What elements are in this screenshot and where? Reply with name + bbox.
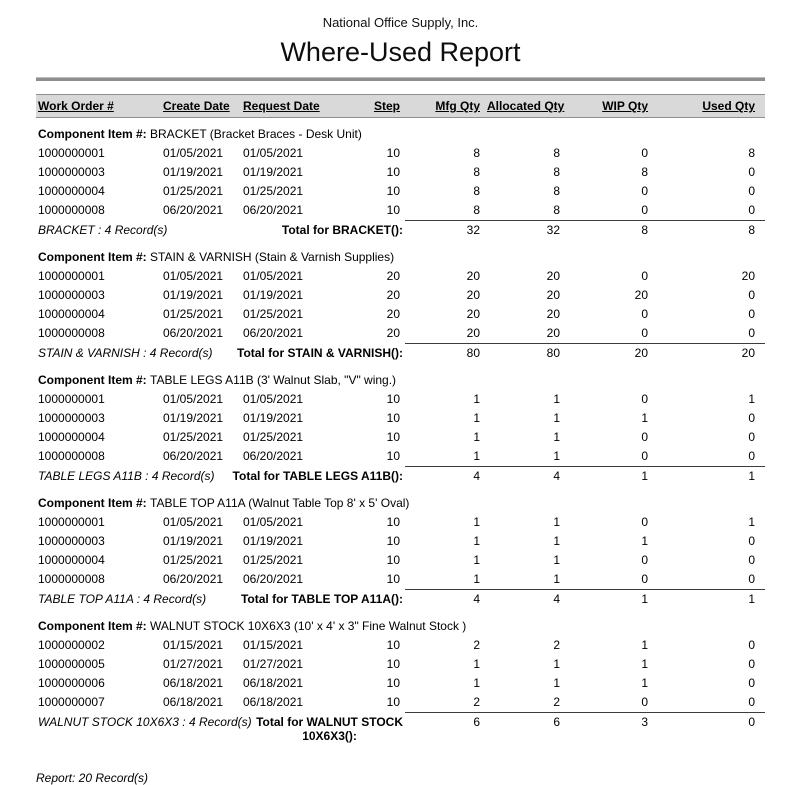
cell-allocated_qty: 20 bbox=[546, 288, 560, 302]
total-wip_qty: 1 bbox=[565, 467, 653, 488]
cell-allocated_qty: 20 bbox=[546, 326, 560, 340]
cell-request_date: 06/20/2021 bbox=[243, 326, 304, 341]
section-record-count: TABLE TOP A11A : 4 Record(s) bbox=[38, 591, 207, 606]
cell-mfg_qty: 1 bbox=[473, 411, 480, 425]
column-header-used_qty: Used Qty bbox=[653, 95, 765, 118]
cell-mfg_qty: 8 bbox=[473, 184, 480, 198]
cell-work_order: 1000000006 bbox=[38, 676, 105, 690]
work-order-row bbox=[36, 182, 765, 201]
cell-wip_qty: 0 bbox=[641, 326, 648, 340]
cell-used_qty: 0 bbox=[748, 165, 755, 179]
column-header-work_order: Work Order # bbox=[36, 95, 161, 118]
cell-used_qty: 0 bbox=[748, 411, 755, 425]
cell-request_date: 06/20/2021 bbox=[243, 203, 304, 218]
cell-wip_qty: 0 bbox=[641, 203, 648, 217]
cell-work_order: 1000000008 bbox=[38, 203, 105, 218]
cell-work_order: 1000000001 bbox=[38, 146, 105, 160]
title-divider bbox=[36, 77, 765, 81]
cell-step: 10 bbox=[386, 534, 400, 548]
cell-create_date: 01/19/2021 bbox=[163, 411, 224, 425]
cell-used_qty: 0 bbox=[748, 288, 755, 302]
cell-allocated_qty: 2 bbox=[553, 638, 560, 652]
cell-create_date: 06/18/2021 bbox=[163, 695, 224, 710]
cell-request_date: 01/05/2021 bbox=[243, 269, 304, 283]
cell-used_qty: 0 bbox=[748, 534, 755, 548]
cell-request_date: 01/15/2021 bbox=[243, 638, 304, 652]
cell-wip_qty: 0 bbox=[641, 515, 648, 529]
cell-wip_qty: 1 bbox=[641, 657, 648, 671]
section-record-count: BRACKET : 4 Record(s) bbox=[38, 222, 168, 237]
section-header-row bbox=[36, 241, 765, 267]
cell-used_qty: 0 bbox=[748, 676, 755, 690]
work-order-row bbox=[36, 201, 765, 221]
cell-step: 10 bbox=[386, 572, 400, 587]
cell-used_qty: 0 bbox=[748, 307, 755, 321]
cell-allocated_qty: 1 bbox=[553, 572, 560, 586]
cell-allocated_qty: 1 bbox=[553, 657, 560, 671]
cell-work_order: 1000000007 bbox=[38, 695, 105, 710]
cell-allocated_qty: 1 bbox=[553, 411, 560, 425]
cell-request_date: 06/20/2021 bbox=[243, 449, 304, 464]
component-item-header bbox=[36, 241, 765, 267]
cell-allocated_qty: 1 bbox=[553, 515, 560, 529]
section-record-count: STAIN & VARNISH : 4 Record(s) bbox=[38, 345, 213, 360]
cell-create_date: 01/05/2021 bbox=[163, 392, 224, 406]
cell-wip_qty: 0 bbox=[641, 695, 648, 709]
cell-step: 10 bbox=[386, 203, 400, 218]
cell-request_date: 01/05/2021 bbox=[243, 392, 304, 406]
section-total-label-line: Total for TABLE LEGS A11B(): bbox=[232, 468, 403, 483]
cell-request_date: 01/05/2021 bbox=[243, 146, 304, 160]
cell-work_order: 1000000003 bbox=[38, 411, 105, 425]
cell-used_qty: 1 bbox=[748, 392, 755, 406]
cell-mfg_qty: 2 bbox=[473, 695, 480, 709]
cell-work_order: 1000000003 bbox=[38, 165, 105, 179]
cell-create_date: 06/20/2021 bbox=[163, 449, 224, 464]
component-item-value: STAIN & VARNISH (Stain & Varnish Supplies) bbox=[150, 250, 395, 264]
cell-used_qty: 1 bbox=[748, 515, 755, 529]
column-header-step: Step bbox=[329, 95, 405, 118]
column-header-request_date: Request Date bbox=[241, 95, 329, 118]
cell-step: 10 bbox=[386, 695, 400, 710]
work-order-row bbox=[36, 163, 765, 182]
cell-create_date: 01/25/2021 bbox=[163, 184, 224, 198]
total-allocated_qty: 32 bbox=[485, 221, 565, 242]
cell-step: 10 bbox=[386, 392, 400, 406]
total-mfg_qty: 80 bbox=[405, 344, 485, 365]
cell-allocated_qty: 20 bbox=[546, 307, 560, 321]
cell-request_date: 01/25/2021 bbox=[243, 553, 304, 567]
cell-wip_qty: 1 bbox=[641, 534, 648, 548]
cell-step: 20 bbox=[386, 307, 400, 321]
cell-allocated_qty: 8 bbox=[553, 203, 560, 217]
cell-request_date: 01/19/2021 bbox=[243, 288, 304, 302]
cell-wip_qty: 1 bbox=[641, 411, 648, 425]
cell-step: 10 bbox=[386, 676, 400, 690]
cell-create_date: 01/25/2021 bbox=[163, 307, 224, 321]
work-order-row bbox=[36, 513, 765, 532]
cell-create_date: 01/25/2021 bbox=[163, 430, 224, 444]
cell-step: 10 bbox=[386, 515, 400, 529]
cell-step: 10 bbox=[386, 411, 400, 425]
cell-used_qty: 0 bbox=[748, 449, 755, 463]
component-item-label: Component Item #: bbox=[38, 496, 151, 510]
section-total-label-line: Total for BRACKET(): bbox=[281, 222, 403, 237]
work-order-row bbox=[36, 324, 765, 344]
cell-mfg_qty: 8 bbox=[473, 146, 480, 160]
cell-mfg_qty: 1 bbox=[473, 449, 480, 463]
cell-request_date: 01/19/2021 bbox=[243, 411, 304, 425]
section-total-row bbox=[36, 221, 765, 242]
cell-wip_qty: 0 bbox=[641, 430, 648, 444]
cell-work_order: 1000000004 bbox=[38, 307, 105, 321]
cell-step: 10 bbox=[386, 638, 400, 652]
cell-request_date: 01/25/2021 bbox=[243, 307, 304, 321]
work-order-row bbox=[36, 305, 765, 324]
cell-allocated_qty: 1 bbox=[553, 553, 560, 567]
column-header-create_date: Create Date bbox=[161, 95, 241, 118]
section-total-label-text bbox=[282, 223, 403, 237]
section-total-row bbox=[36, 713, 765, 747]
column-header-mfg_qty: Mfg Qty bbox=[405, 95, 485, 118]
cell-wip_qty: 0 bbox=[641, 449, 648, 463]
section-header-row bbox=[36, 364, 765, 390]
where-used-table bbox=[36, 94, 765, 747]
cell-mfg_qty: 8 bbox=[473, 203, 480, 217]
cell-used_qty: 0 bbox=[748, 572, 755, 586]
total-wip_qty: 20 bbox=[565, 344, 653, 365]
section-total-label bbox=[161, 221, 405, 242]
total-wip_qty: 8 bbox=[565, 221, 653, 242]
cell-work_order: 1000000008 bbox=[38, 449, 105, 464]
cell-mfg_qty: 1 bbox=[473, 392, 480, 406]
cell-allocated_qty: 8 bbox=[553, 165, 560, 179]
cell-work_order: 1000000008 bbox=[38, 326, 105, 341]
section-record-count: WALNUT STOCK 10X6X3 : 4 Record(s) bbox=[38, 714, 252, 729]
table-header bbox=[36, 95, 765, 118]
cell-step: 10 bbox=[386, 184, 400, 198]
component-item-label: Component Item #: bbox=[38, 619, 151, 633]
cell-used_qty: 20 bbox=[741, 269, 755, 283]
cell-allocated_qty: 1 bbox=[553, 534, 560, 548]
cell-used_qty: 0 bbox=[748, 184, 755, 198]
work-order-row bbox=[36, 286, 765, 305]
company-name: National Office Supply, Inc. bbox=[322, 15, 479, 30]
cell-request_date: 01/25/2021 bbox=[243, 184, 304, 198]
cell-create_date: 01/27/2021 bbox=[163, 657, 224, 671]
cell-work_order: 1000000003 bbox=[38, 288, 105, 302]
total-allocated_qty: 4 bbox=[485, 590, 565, 611]
section-total-row bbox=[36, 467, 765, 488]
cell-step: 10 bbox=[386, 553, 400, 567]
cell-used_qty: 0 bbox=[748, 203, 755, 217]
total-wip_qty: 1 bbox=[565, 590, 653, 611]
work-order-row bbox=[36, 409, 765, 428]
cell-work_order: 1000000008 bbox=[38, 572, 105, 587]
cell-request_date: 06/18/2021 bbox=[243, 676, 304, 690]
cell-mfg_qty: 1 bbox=[473, 553, 480, 567]
section-total-row bbox=[36, 344, 765, 365]
cell-wip_qty: 0 bbox=[641, 146, 648, 160]
cell-wip_qty: 20 bbox=[634, 288, 648, 302]
cell-used_qty: 0 bbox=[748, 638, 755, 652]
section-total-label-text bbox=[256, 715, 403, 743]
cell-mfg_qty: 1 bbox=[473, 572, 480, 586]
cell-step: 20 bbox=[386, 269, 400, 283]
total-used_qty: 20 bbox=[653, 344, 765, 365]
cell-create_date: 06/20/2021 bbox=[163, 326, 224, 341]
cell-mfg_qty: 2 bbox=[473, 638, 480, 652]
cell-wip_qty: 8 bbox=[641, 165, 648, 179]
total-used_qty: 8 bbox=[653, 221, 765, 242]
cell-step: 10 bbox=[386, 657, 400, 671]
cell-step: 20 bbox=[386, 326, 400, 341]
cell-wip_qty: 1 bbox=[641, 638, 648, 652]
component-item-value: TABLE LEGS A11B (3' Walnut Slab, "V" wing.) bbox=[150, 373, 397, 387]
total-mfg_qty: 32 bbox=[405, 221, 485, 242]
total-allocated_qty: 6 bbox=[485, 713, 565, 747]
total-mfg_qty: 4 bbox=[405, 590, 485, 611]
section-total-row bbox=[36, 590, 765, 611]
cell-request_date: 01/27/2021 bbox=[243, 657, 304, 671]
column-header-allocated_qty: Allocated Qty bbox=[485, 95, 565, 118]
cell-work_order: 1000000001 bbox=[38, 515, 105, 529]
cell-request_date: 01/05/2021 bbox=[243, 515, 304, 529]
total-used_qty: 0 bbox=[653, 713, 765, 747]
cell-create_date: 01/05/2021 bbox=[163, 146, 224, 160]
section-total-label-text bbox=[233, 469, 403, 483]
cell-allocated_qty: 20 bbox=[546, 269, 560, 283]
cell-used_qty: 0 bbox=[748, 430, 755, 444]
total-mfg_qty: 4 bbox=[405, 467, 485, 488]
cell-create_date: 01/19/2021 bbox=[163, 534, 224, 548]
cell-wip_qty: 0 bbox=[641, 184, 648, 198]
cell-create_date: 06/18/2021 bbox=[163, 676, 224, 690]
component-item-header bbox=[36, 610, 765, 636]
column-header-wip_qty: WIP Qty bbox=[565, 95, 653, 118]
cell-used_qty: 0 bbox=[748, 657, 755, 671]
component-item-header bbox=[36, 118, 765, 145]
section-total-label-text bbox=[237, 346, 403, 360]
component-item-label: Component Item #: bbox=[38, 127, 151, 141]
cell-mfg_qty: 1 bbox=[473, 515, 480, 529]
total-mfg_qty: 6 bbox=[405, 713, 485, 747]
cell-create_date: 01/19/2021 bbox=[163, 165, 224, 179]
cell-request_date: 01/19/2021 bbox=[243, 534, 304, 548]
cell-work_order: 1000000004 bbox=[38, 553, 105, 567]
cell-step: 10 bbox=[386, 430, 400, 444]
cell-mfg_qty: 20 bbox=[466, 307, 480, 321]
cell-wip_qty: 0 bbox=[641, 307, 648, 321]
work-order-row bbox=[36, 428, 765, 447]
cell-create_date: 01/15/2021 bbox=[163, 638, 224, 652]
component-item-header bbox=[36, 487, 765, 513]
work-order-row bbox=[36, 144, 765, 163]
cell-create_date: 06/20/2021 bbox=[163, 203, 224, 218]
section-record-count: TABLE LEGS A11B : 4 Record(s) bbox=[38, 468, 215, 483]
report-title: Where-Used Report bbox=[280, 37, 521, 67]
cell-used_qty: 0 bbox=[748, 695, 755, 709]
cell-mfg_qty: 1 bbox=[473, 676, 480, 690]
section-total-label-line: Total for WALNUT STOCK bbox=[256, 714, 403, 729]
section-header-row bbox=[36, 610, 765, 636]
cell-mfg_qty: 1 bbox=[473, 430, 480, 444]
cell-allocated_qty: 8 bbox=[553, 146, 560, 160]
cell-allocated_qty: 1 bbox=[553, 676, 560, 690]
cell-create_date: 01/05/2021 bbox=[163, 269, 224, 283]
cell-work_order: 1000000003 bbox=[38, 534, 105, 548]
section-header-row bbox=[36, 487, 765, 513]
cell-wip_qty: 1 bbox=[641, 676, 648, 690]
cell-work_order: 1000000001 bbox=[38, 269, 105, 283]
cell-mfg_qty: 20 bbox=[466, 288, 480, 302]
work-order-row bbox=[36, 655, 765, 674]
cell-wip_qty: 0 bbox=[641, 392, 648, 406]
cell-wip_qty: 0 bbox=[641, 572, 648, 586]
cell-step: 10 bbox=[386, 165, 400, 179]
cell-work_order: 1000000004 bbox=[38, 430, 105, 444]
section-total-label-line: Total for STAIN & VARNISH(): bbox=[237, 345, 403, 360]
cell-create_date: 01/19/2021 bbox=[163, 288, 224, 302]
work-order-row bbox=[36, 570, 765, 590]
component-item-value: WALNUT STOCK 10X6X3 (10' x 4' x 3" Fine Walnut Stock ) bbox=[150, 619, 467, 633]
cell-mfg_qty: 8 bbox=[473, 165, 480, 179]
cell-work_order: 1000000005 bbox=[38, 657, 105, 671]
cell-create_date: 01/25/2021 bbox=[163, 553, 224, 567]
cell-work_order: 1000000001 bbox=[38, 392, 105, 406]
work-order-row bbox=[36, 551, 765, 570]
cell-create_date: 06/20/2021 bbox=[163, 572, 224, 587]
section-header-row bbox=[36, 118, 765, 145]
column-header-row bbox=[36, 95, 765, 118]
work-order-row bbox=[36, 267, 765, 286]
work-order-row bbox=[36, 390, 765, 409]
section-total-label-line: 10X6X3(): bbox=[302, 728, 357, 743]
cell-used_qty: 8 bbox=[748, 146, 755, 160]
total-wip_qty: 3 bbox=[565, 713, 653, 747]
report-footer: Report: 20 Record(s) bbox=[36, 770, 149, 785]
cell-work_order: 1000000002 bbox=[38, 638, 105, 652]
cell-allocated_qty: 8 bbox=[553, 184, 560, 198]
cell-mfg_qty: 20 bbox=[466, 326, 480, 340]
cell-request_date: 01/25/2021 bbox=[243, 430, 304, 444]
cell-request_date: 01/19/2021 bbox=[243, 165, 304, 179]
cell-create_date: 01/05/2021 bbox=[163, 515, 224, 529]
work-order-row bbox=[36, 693, 765, 713]
cell-used_qty: 0 bbox=[748, 326, 755, 340]
component-item-value: TABLE TOP A11A (Walnut Table Top 8' x 5' Oval) bbox=[150, 496, 410, 510]
cell-work_order: 1000000004 bbox=[38, 184, 105, 198]
cell-allocated_qty: 1 bbox=[553, 392, 560, 406]
cell-allocated_qty: 1 bbox=[553, 449, 560, 463]
total-used_qty: 1 bbox=[653, 590, 765, 611]
cell-used_qty: 0 bbox=[748, 553, 755, 567]
cell-mfg_qty: 20 bbox=[466, 269, 480, 283]
component-item-header bbox=[36, 364, 765, 390]
cell-mfg_qty: 1 bbox=[473, 657, 480, 671]
section-total-label-line: Total for TABLE TOP A11A(): bbox=[240, 591, 403, 606]
table-body bbox=[36, 118, 765, 747]
section-total-label-text bbox=[241, 592, 403, 606]
cell-step: 10 bbox=[386, 449, 400, 464]
cell-allocated_qty: 2 bbox=[553, 695, 560, 709]
total-used_qty: 1 bbox=[653, 467, 765, 488]
cell-wip_qty: 0 bbox=[641, 269, 648, 283]
cell-wip_qty: 0 bbox=[641, 553, 648, 567]
cell-step: 10 bbox=[386, 146, 400, 160]
total-allocated_qty: 4 bbox=[485, 467, 565, 488]
total-allocated_qty: 80 bbox=[485, 344, 565, 365]
cell-step: 20 bbox=[386, 288, 400, 302]
work-order-row bbox=[36, 532, 765, 551]
cell-allocated_qty: 1 bbox=[553, 430, 560, 444]
work-order-row bbox=[36, 674, 765, 693]
cell-mfg_qty: 1 bbox=[473, 534, 480, 548]
work-order-row bbox=[36, 636, 765, 655]
cell-request_date: 06/20/2021 bbox=[243, 572, 304, 587]
component-item-label: Component Item #: bbox=[38, 250, 151, 264]
cell-request_date: 06/18/2021 bbox=[243, 695, 304, 710]
component-item-label: Component Item #: bbox=[38, 373, 151, 387]
component-item-value: BRACKET (Bracket Braces - Desk Unit) bbox=[150, 127, 362, 141]
work-order-row bbox=[36, 447, 765, 467]
